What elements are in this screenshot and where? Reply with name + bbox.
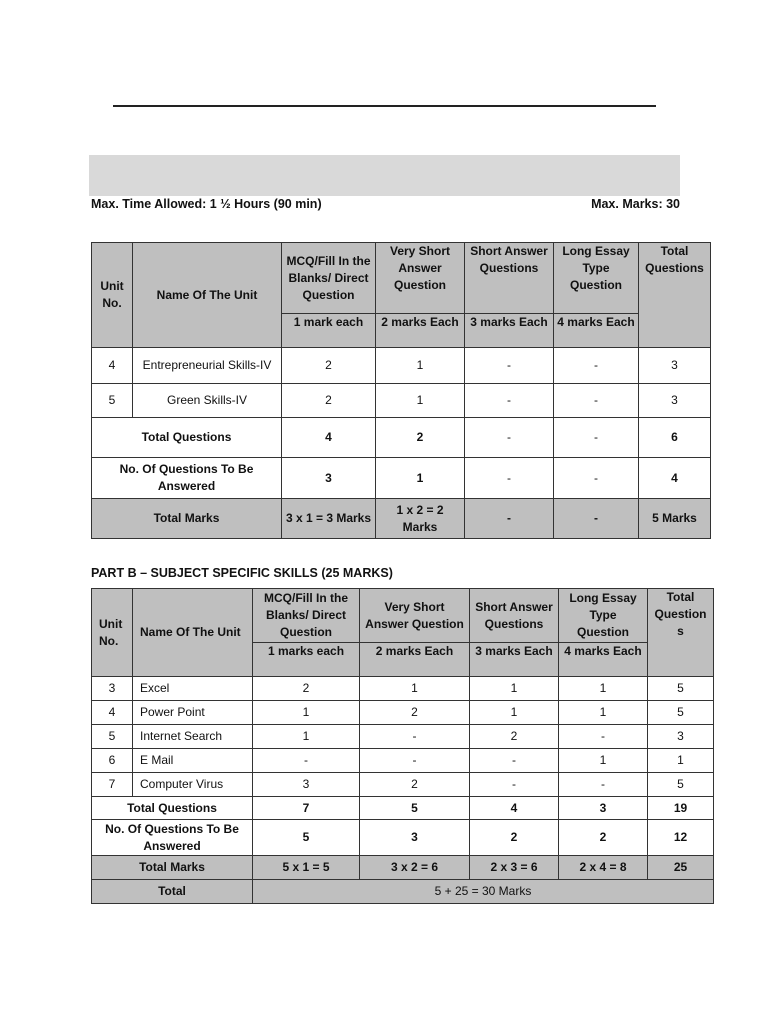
total-cell: 3 bbox=[639, 348, 711, 384]
total-cell: 5 bbox=[648, 677, 714, 701]
long-cell: 1 bbox=[559, 701, 648, 725]
long-cell: 2 x 4 = 8 bbox=[559, 856, 648, 880]
col-unit-no: Unit No. bbox=[92, 589, 133, 677]
unit-name-cell: Power Point bbox=[133, 701, 253, 725]
very-short-cell: 2 bbox=[376, 418, 465, 458]
total-cell: 25 bbox=[648, 856, 714, 880]
very-short-marks: 2 marks Each bbox=[360, 643, 470, 677]
part-b-title: PART B – SUBJECT SPECIFIC SKILLS (25 MARKS) bbox=[91, 566, 393, 580]
unit-name-cell: Internet Search bbox=[133, 725, 253, 749]
unit-cell: 5 bbox=[92, 384, 133, 418]
total-marks-row bbox=[92, 856, 714, 880]
mcq-cell: 5 bbox=[253, 820, 360, 856]
long-marks: 4 marks Each bbox=[554, 314, 639, 348]
long-cell: - bbox=[554, 348, 639, 384]
mcq-cell: 3 x 1 = 3 Marks bbox=[282, 499, 376, 539]
table-row bbox=[92, 725, 714, 749]
unit-cell: 3 bbox=[92, 677, 133, 701]
mcq-marks: 1 mark each bbox=[282, 314, 376, 348]
col-total: Total Question s bbox=[648, 589, 714, 677]
total-cell: 6 bbox=[639, 418, 711, 458]
col-mcq: MCQ/Fill In the Blanks/ Direct Question bbox=[253, 589, 360, 643]
short-marks: 3 marks Each bbox=[465, 314, 554, 348]
grand-total-row bbox=[92, 880, 714, 904]
long-cell: - bbox=[554, 384, 639, 418]
short-cell: - bbox=[465, 499, 554, 539]
unit-name-cell: Computer Virus bbox=[133, 773, 253, 797]
mcq-cell: 5 x 1 = 5 bbox=[253, 856, 360, 880]
long-cell: - bbox=[554, 458, 639, 499]
total-questions-label: Total Questions bbox=[92, 797, 253, 820]
short-cell: - bbox=[465, 418, 554, 458]
short-cell: 1 bbox=[470, 677, 559, 701]
long-cell: 2 bbox=[559, 820, 648, 856]
unit-cell: 5 bbox=[92, 725, 133, 749]
total-cell: 5 Marks bbox=[639, 499, 711, 539]
max-time: Max. Time Allowed: 1 ½ Hours (90 min) bbox=[91, 197, 322, 211]
very-short-cell: - bbox=[360, 725, 470, 749]
mcq-cell: - bbox=[253, 749, 360, 773]
long-cell: - bbox=[554, 499, 639, 539]
mcq-cell: 1 bbox=[253, 701, 360, 725]
total-cell: 4 bbox=[639, 458, 711, 499]
col-short: Short Answer Questions bbox=[465, 243, 554, 314]
unit-cell: 7 bbox=[92, 773, 133, 797]
total-cell: 5 bbox=[648, 701, 714, 725]
table-row bbox=[92, 384, 711, 418]
mcq-cell: 2 bbox=[282, 384, 376, 418]
total-questions-label: Total Questions bbox=[92, 418, 282, 458]
short-cell: - bbox=[465, 458, 554, 499]
short-cell: 2 bbox=[470, 725, 559, 749]
unit-cell: 4 bbox=[92, 701, 133, 725]
col-unit-name: Name Of The Unit bbox=[133, 243, 282, 348]
short-cell: 2 x 3 = 6 bbox=[470, 856, 559, 880]
very-short-cell: 1 x 2 = 2 Marks bbox=[376, 499, 465, 539]
very-short-cell: 3 bbox=[360, 820, 470, 856]
very-short-cell: - bbox=[360, 749, 470, 773]
table-header-row bbox=[92, 243, 711, 314]
mcq-marks: 1 marks each bbox=[253, 643, 360, 677]
grand-total-label: Total bbox=[92, 880, 253, 904]
total-cell: 3 bbox=[648, 725, 714, 749]
col-long: Long Essay Type Question bbox=[554, 243, 639, 314]
unit-name-cell: E Mail bbox=[133, 749, 253, 773]
col-unit-name: Name Of The Unit bbox=[133, 589, 253, 677]
total-questions-row bbox=[92, 797, 714, 820]
total-cell: 12 bbox=[648, 820, 714, 856]
very-short-cell: 1 bbox=[376, 384, 465, 418]
unit-name-cell: Entrepreneurial Skills-IV bbox=[133, 348, 282, 384]
mcq-cell: 4 bbox=[282, 418, 376, 458]
long-cell: - bbox=[559, 725, 648, 749]
total-questions-row bbox=[92, 418, 711, 458]
very-short-cell: 3 x 2 = 6 bbox=[360, 856, 470, 880]
table-header-row bbox=[92, 589, 714, 643]
grand-total-value: 5 + 25 = 30 Marks bbox=[253, 880, 714, 904]
col-short: Short Answer Questions bbox=[470, 589, 559, 643]
table-row bbox=[92, 773, 714, 797]
unit-name-cell: Excel bbox=[133, 677, 253, 701]
total-marks-label: Total Marks bbox=[92, 499, 282, 539]
short-cell: - bbox=[470, 749, 559, 773]
col-unit-no: Unit No. bbox=[92, 243, 133, 348]
very-short-cell: 5 bbox=[360, 797, 470, 820]
long-cell: - bbox=[554, 418, 639, 458]
long-cell: 1 bbox=[559, 677, 648, 701]
header-rule bbox=[113, 105, 656, 107]
col-total: Total Questions bbox=[639, 243, 711, 348]
very-short-marks: 2 marks Each bbox=[376, 314, 465, 348]
max-marks: Max. Marks: 30 bbox=[591, 197, 680, 211]
col-mcq: MCQ/Fill In the Blanks/ Direct Question bbox=[282, 243, 376, 314]
long-cell: 1 bbox=[559, 749, 648, 773]
long-cell: 3 bbox=[559, 797, 648, 820]
questions-to-answer-label: No. Of Questions To Be Answered bbox=[92, 458, 282, 499]
very-short-cell: 1 bbox=[360, 677, 470, 701]
questions-to-answer-row bbox=[92, 820, 714, 856]
questions-to-answer-label: No. Of Questions To Be Answered bbox=[92, 820, 253, 856]
total-cell: 1 bbox=[648, 749, 714, 773]
mcq-cell: 2 bbox=[253, 677, 360, 701]
total-marks-label: Total Marks bbox=[92, 856, 253, 880]
questions-to-answer-row bbox=[92, 458, 711, 499]
mcq-cell: 3 bbox=[253, 773, 360, 797]
unit-cell: 6 bbox=[92, 749, 133, 773]
col-long: Long Essay Type Question bbox=[559, 589, 648, 643]
very-short-cell: 2 bbox=[360, 773, 470, 797]
part-b-table bbox=[91, 588, 714, 904]
total-cell: 3 bbox=[639, 384, 711, 418]
short-cell: 2 bbox=[470, 820, 559, 856]
table-row bbox=[92, 749, 714, 773]
mcq-cell: 3 bbox=[282, 458, 376, 499]
very-short-cell: 1 bbox=[376, 348, 465, 384]
very-short-cell: 2 bbox=[360, 701, 470, 725]
unit-cell: 4 bbox=[92, 348, 133, 384]
total-marks-row bbox=[92, 499, 711, 539]
short-marks: 3 marks Each bbox=[470, 643, 559, 677]
mcq-cell: 1 bbox=[253, 725, 360, 749]
table-row bbox=[92, 348, 711, 384]
part-a-table bbox=[91, 242, 711, 539]
table-row bbox=[92, 701, 714, 725]
short-cell: - bbox=[465, 348, 554, 384]
col-very-short: Very Short Answer Question bbox=[376, 243, 465, 314]
very-short-cell: 1 bbox=[376, 458, 465, 499]
mcq-cell: 2 bbox=[282, 348, 376, 384]
col-very-short: Very Short Answer Question bbox=[360, 589, 470, 643]
short-cell: - bbox=[465, 384, 554, 418]
short-cell: - bbox=[470, 773, 559, 797]
mcq-cell: 7 bbox=[253, 797, 360, 820]
title-bar bbox=[89, 155, 680, 196]
table-row bbox=[92, 677, 714, 701]
long-marks: 4 marks Each bbox=[559, 643, 648, 677]
short-cell: 1 bbox=[470, 701, 559, 725]
total-cell: 19 bbox=[648, 797, 714, 820]
short-cell: 4 bbox=[470, 797, 559, 820]
total-cell: 5 bbox=[648, 773, 714, 797]
long-cell: - bbox=[559, 773, 648, 797]
unit-name-cell: Green Skills-IV bbox=[133, 384, 282, 418]
